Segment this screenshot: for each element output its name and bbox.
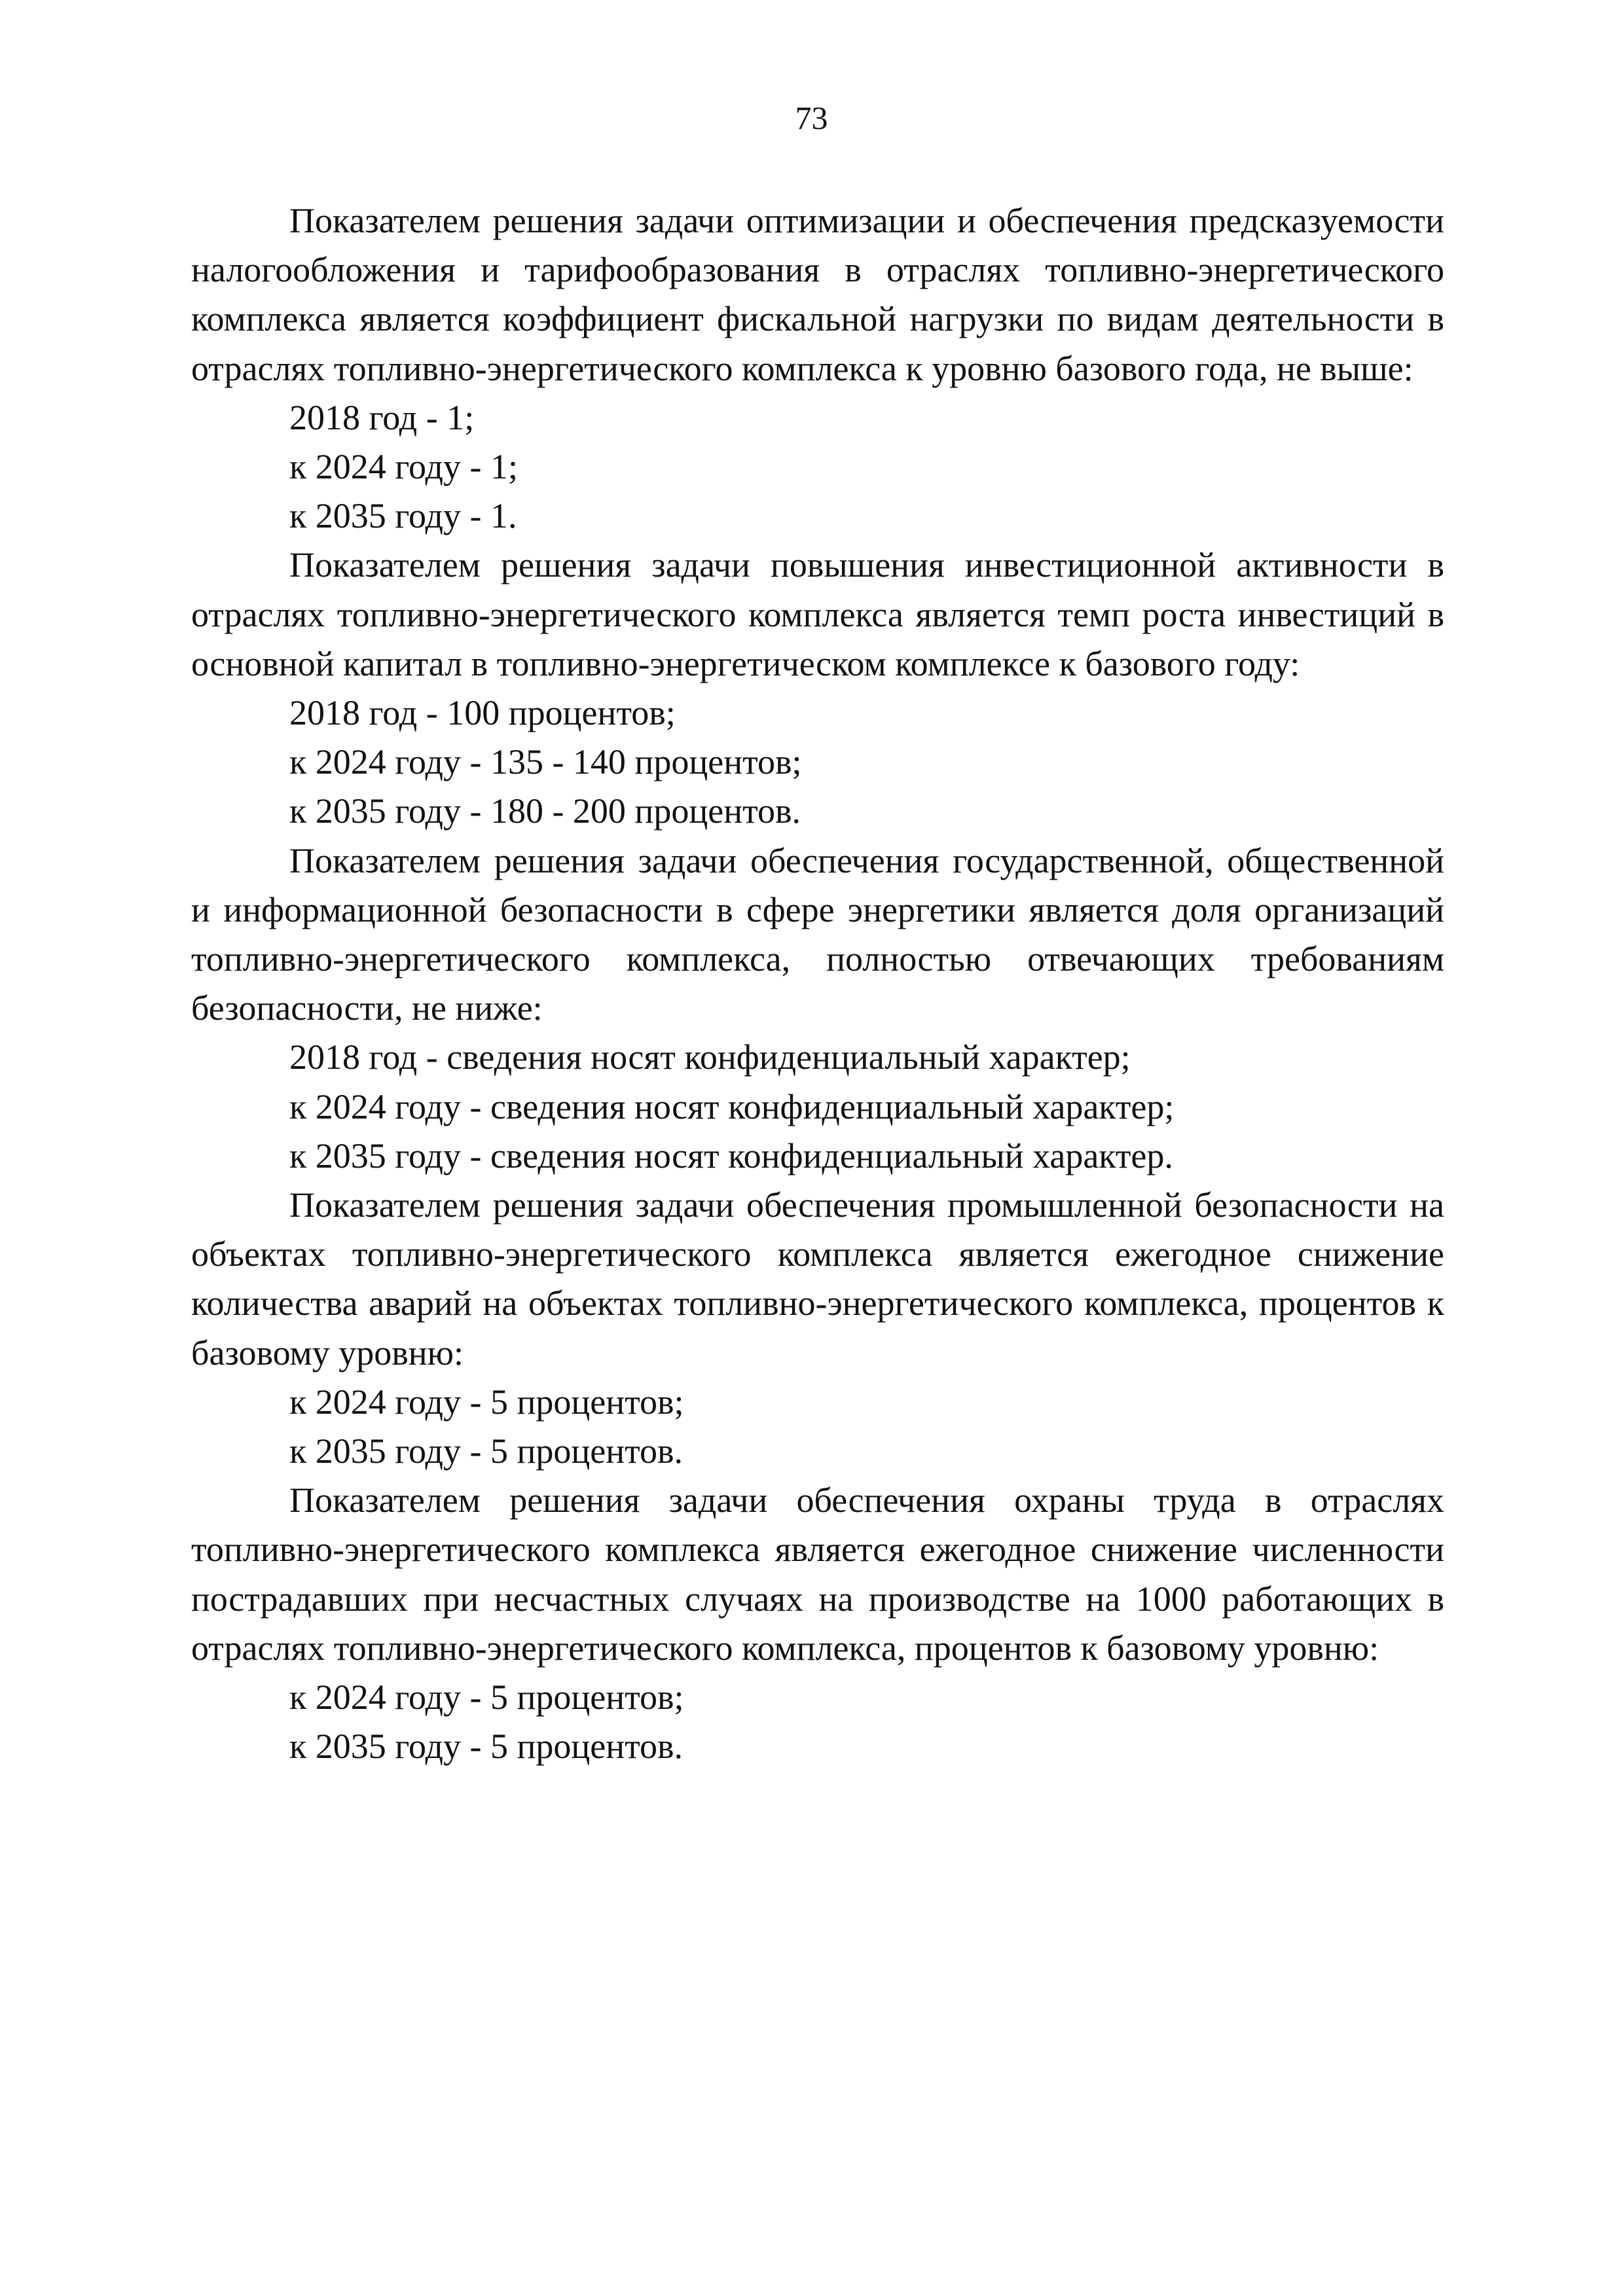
paragraph-fiscal-load: Показателем решения задачи оптимизации и обеспечения предсказуемости налогообложения и тарифообразования в отраслях топливно-энергетического комплекса является коэффициент фискальной нагрузки по видам деятельности в отраслях топливно-энергетического комплекса к уровню базового года, не выше: [191, 201, 1444, 388]
list-item: к 2035 году - 1. [289, 496, 517, 536]
section-labor-protection [191, 1476, 1444, 1771]
list-item: к 2035 году - 5 процентов. [289, 1431, 683, 1471]
list-item: к 2024 году - 5 процентов; [289, 1382, 684, 1422]
page-number: 73 [795, 99, 828, 136]
list-item: к 2035 году - сведения носят конфиденциальный характер. [289, 1136, 1173, 1175]
list-item: к 2035 году - 5 процентов. [289, 1727, 683, 1767]
list-item: к 2024 году - 5 процентов; [289, 1677, 684, 1717]
list-item: к 2024 году - 135 - 140 процентов; [289, 742, 802, 782]
section-investment [191, 541, 1444, 836]
section-fiscal-load [191, 196, 1444, 541]
section-security [191, 836, 1444, 1181]
section-industrial-safety [191, 1181, 1444, 1476]
list-item: 2018 год - 1; [289, 397, 475, 437]
paragraph-industrial-safety: Показателем решения задачи обеспечения промышленной безопасности на объектах топливно-энергетического комплекса является ежегодное снижение количества аварий на объектах топливно-энергетического комплекса, процентов к базовому уровню: [191, 1185, 1444, 1372]
list-item: к 2024 году - сведения носят конфиденциальный характер; [289, 1086, 1175, 1126]
list-item: к 2024 году - 1; [289, 447, 518, 487]
paragraph-security: Показателем решения задачи обеспечения государственной, общественной и информационной безопасности в сфере энергетики является доля организаций топливно-энергетического комплекса, полностью отвечающих требованиям безопасности, не ниже: [191, 840, 1444, 1028]
paragraph-labor-protection: Показателем решения задачи обеспечения охраны труда в отраслях топливно-энергетического комплекса является ежегодное снижение численности пострадавших при несчастных случаях на производстве на 1000 работающих в отраслях топливно-энергетического комплекса, процентов к базовому уровню: [191, 1480, 1444, 1668]
list-item: к 2035 году - 180 - 200 процентов. [289, 791, 801, 831]
list-item: 2018 год - 100 процентов; [289, 693, 676, 733]
list-item: 2018 год - сведения носят конфиденциальный характер; [289, 1037, 1131, 1077]
document-body [191, 196, 1444, 1772]
paragraph-investment: Показателем решения задачи повышения инвестиционной активности в отраслях топливно-энергетического комплекса является темп роста инвестиций в основной капитал в топливно-энергетическом комплексе к базового году: [191, 545, 1444, 683]
